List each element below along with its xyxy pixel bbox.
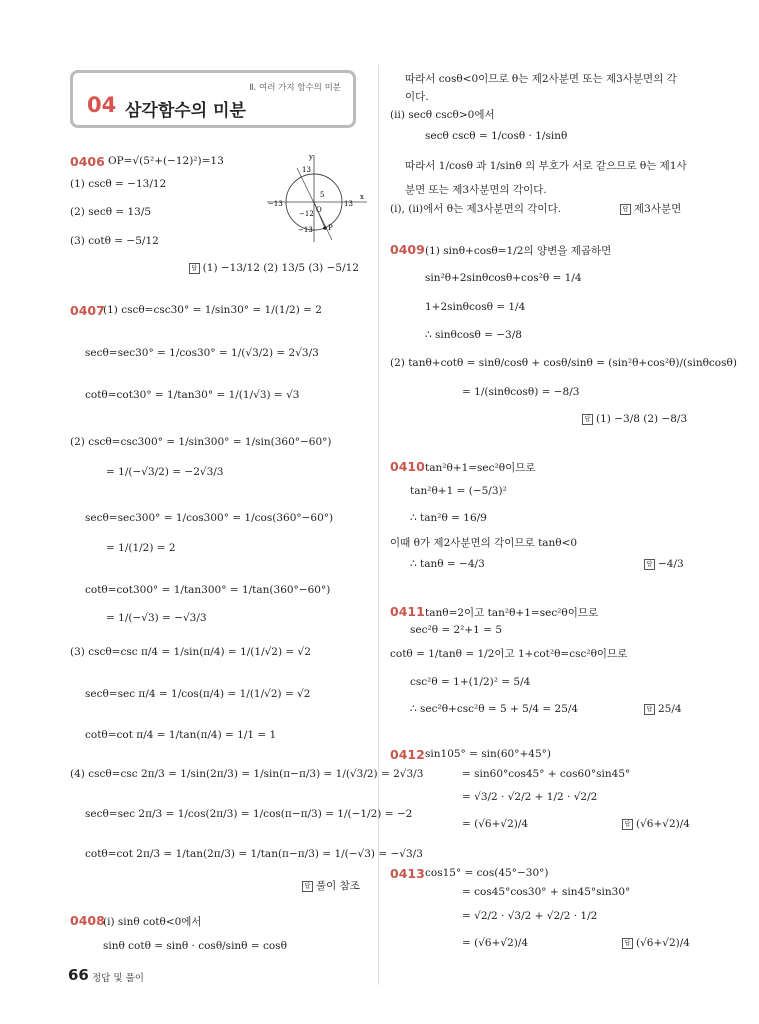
solution-line: cos15° = cos(45°−30°) — [425, 867, 549, 879]
solution-line: = sin60°cos45° + cos60°sin45° — [462, 768, 631, 780]
solution-line: 분면 또는 제3사분면의 각이다. — [405, 184, 547, 196]
solution-line: secθ=sec π/4 = 1/cos(π/4) = 1/(1/√2) = √2 — [85, 688, 311, 700]
solution-line: cotθ=cot300° = 1/tan300° = 1/tan(360°−60°) — [85, 584, 331, 596]
solution-line: 이때 θ가 제2사분면의 각이므로 tanθ<0 — [390, 537, 578, 549]
solution-line: = (√6+√2)/4 — [462, 937, 529, 949]
column-divider — [378, 65, 379, 985]
diagram-label: 13 — [344, 200, 353, 208]
diagram-label: 13 — [302, 166, 311, 174]
diagram-label: x — [360, 193, 364, 201]
solution-line: = 1/(−√3) = −√3/3 — [106, 612, 207, 624]
chapter-header — [70, 70, 356, 128]
answer: 답 풀이 참조 — [302, 878, 360, 893]
problem-number: 0413 — [390, 866, 425, 881]
solution-line: (ⅱ) secθ cscθ>0에서 — [390, 109, 495, 121]
answer-mark-icon: 답 — [189, 263, 200, 274]
solution-line: 따라서 cosθ<0이므로 θ는 제2사분면 또는 제3사분면의 각 — [405, 73, 677, 85]
solution-line: (ⅰ) sinθ cotθ<0에서 — [103, 916, 202, 928]
solution-line: = √3/2 · √2/2 + 1/2 · √2/2 — [462, 791, 598, 803]
solution-line: tan²θ+1=sec²θ이므로 — [425, 462, 536, 474]
solution-line: = √2/2 · √3/2 + √2/2 · 1/2 — [462, 910, 598, 922]
solution-line: cotθ=cot30° = 1/tan30° = 1/(1/√3) = √3 — [85, 389, 300, 401]
answer: 답 (1) −3/8 (2) −8/3 — [582, 413, 687, 425]
solution-line: sinθ cotθ = sinθ · cosθ/sinθ = cosθ — [103, 940, 287, 952]
answer: 답 제3사분면 — [620, 201, 681, 216]
answer: 답 (1) −13/12 (2) 13/5 (3) −5/12 — [189, 262, 359, 274]
page-number: 66 — [68, 966, 89, 984]
solution-line: (ⅰ), (ⅱ)에서 θ는 제3사분면의 각이다. — [390, 203, 562, 215]
solution-line: (3) cscθ=csc π/4 = 1/sin(π/4) = 1/(1/√2) = √2 — [70, 646, 311, 658]
solution-line: sin105° = sin(60°+45°) — [425, 748, 551, 760]
diagram-label: y — [309, 153, 313, 161]
solution-line: (4) cscθ=csc 2π/3 = 1/sin(2π/3) = 1/sin(π−π/3) = 1/(√3/2) = 2√3/3 — [70, 768, 424, 780]
problem-number: 0407 — [70, 303, 105, 318]
solution-line: cotθ = 1/tanθ = 1/2이고 1+cot²θ=csc²θ이므로 — [390, 648, 628, 660]
answer-mark-icon: 답 — [582, 414, 593, 425]
solution-line: secθ cscθ = 1/cosθ · 1/sinθ — [425, 130, 568, 142]
answer: 답 (√6+√2)/4 — [622, 818, 690, 830]
solution-line: OP=√(5²+(−12)²)=13 — [108, 155, 224, 167]
solution-line: (1) cscθ = −13/12 — [70, 178, 167, 190]
answer-mark-icon: 답 — [622, 819, 633, 830]
answer: 답 −4/3 — [644, 558, 684, 570]
diagram-label: −12 — [299, 210, 314, 218]
solution-line: tanθ=2이고 tan²θ+1=sec²θ이므로 — [425, 607, 599, 619]
diagram-label: P — [328, 224, 333, 232]
problem-number: 0411 — [390, 604, 425, 619]
solution-line: (2) cscθ=csc300° = 1/sin300° = 1/sin(360°−60°) — [70, 436, 332, 448]
answer: 답 (√6+√2)/4 — [622, 937, 690, 949]
solution-line: sin²θ+2sinθcosθ+cos²θ = 1/4 — [425, 272, 582, 284]
solution-line: = 1/(1/2) = 2 — [106, 542, 176, 554]
solution-line: (1) cscθ=csc30° = 1/sin30° = 1/(1/2) = 2 — [103, 304, 322, 316]
solution-line: 따라서 1/cosθ 과 1/sinθ 의 부호가 서로 같으므로 θ는 제1사 — [405, 160, 687, 172]
diagram-label: −13 — [298, 226, 313, 234]
answer-mark-icon: 답 — [644, 559, 655, 570]
solution-line: ∴ sinθcosθ = −3/8 — [425, 329, 522, 341]
solution-line: 이다. — [405, 91, 429, 103]
problem-number: 0406 — [70, 154, 105, 169]
solution-line: sec²θ = 2²+1 = 5 — [410, 624, 503, 636]
problem-number: 0410 — [390, 459, 425, 474]
section-label: Ⅱ. 여러 가지 함수의 미분 — [249, 83, 341, 93]
unit-circle-diagram — [262, 150, 372, 245]
solution-line: (1) sinθ+cosθ=1/2의 양변을 제곱하면 — [425, 245, 612, 257]
solution-line: = cos45°cos30° + sin45°sin30° — [462, 886, 631, 898]
solution-line: = 1/(−√3/2) = −2√3/3 — [106, 466, 224, 478]
solution-line: secθ=sec30° = 1/cos30° = 1/(√3/2) = 2√3/3 — [85, 347, 319, 359]
chapter-number: 04 — [87, 93, 117, 117]
solution-line: ∴ tan²θ = 16/9 — [410, 512, 487, 524]
diagram-label: O — [316, 206, 322, 214]
footer-label: 정답 및 풀이 — [92, 973, 144, 984]
solution-line: cotθ=cot 2π/3 = 1/tan(2π/3) = 1/tan(π−π/3) = 1/(−√3) = −√3/3 — [85, 848, 423, 860]
problem-number: 0408 — [70, 913, 105, 928]
solution-line: (3) cotθ = −5/12 — [70, 235, 159, 247]
solution-line: (2) tanθ+cotθ = sinθ/cosθ + cosθ/sinθ = (sin²θ+cos²θ)/(sinθcosθ) — [390, 357, 737, 369]
solution-line: cotθ=cot π/4 = 1/tan(π/4) = 1/1 = 1 — [85, 729, 277, 741]
solution-line: ∴ tanθ = −4/3 — [410, 558, 485, 570]
answer-mark-icon: 답 — [622, 938, 633, 949]
solution-line: secθ=sec 2π/3 = 1/cos(2π/3) = 1/cos(π−π/3) = 1/(−1/2) = −2 — [85, 808, 413, 820]
solution-line: = (√6+√2)/4 — [462, 818, 529, 830]
solution-line: ∴ sec²θ+csc²θ = 5 + 5/4 = 25/4 — [410, 703, 579, 715]
solution-line: secθ=sec300° = 1/cos300° = 1/cos(360°−60°) — [85, 512, 334, 524]
problem-number: 0409 — [390, 242, 425, 257]
answer-mark-icon: 답 — [620, 204, 631, 215]
answer: 답 25/4 — [644, 703, 682, 715]
answer-mark-icon: 답 — [302, 881, 313, 892]
diagram-label: −13 — [268, 200, 283, 208]
solution-line: = 1/(sinθcosθ) = −8/3 — [462, 386, 580, 398]
answer-mark-icon: 답 — [644, 704, 655, 715]
solution-line: (2) secθ = 13/5 — [70, 206, 152, 218]
solution-line: tan²θ+1 = (−5/3)² — [410, 485, 507, 497]
solution-line: 1+2sinθcosθ = 1/4 — [425, 301, 526, 313]
solution-line: csc²θ = 1+(1/2)² = 5/4 — [410, 676, 531, 688]
diagram-label: 5 — [320, 191, 325, 199]
chapter-title: 삼각함수의 미분 — [125, 101, 246, 121]
problem-number: 0412 — [390, 747, 425, 762]
